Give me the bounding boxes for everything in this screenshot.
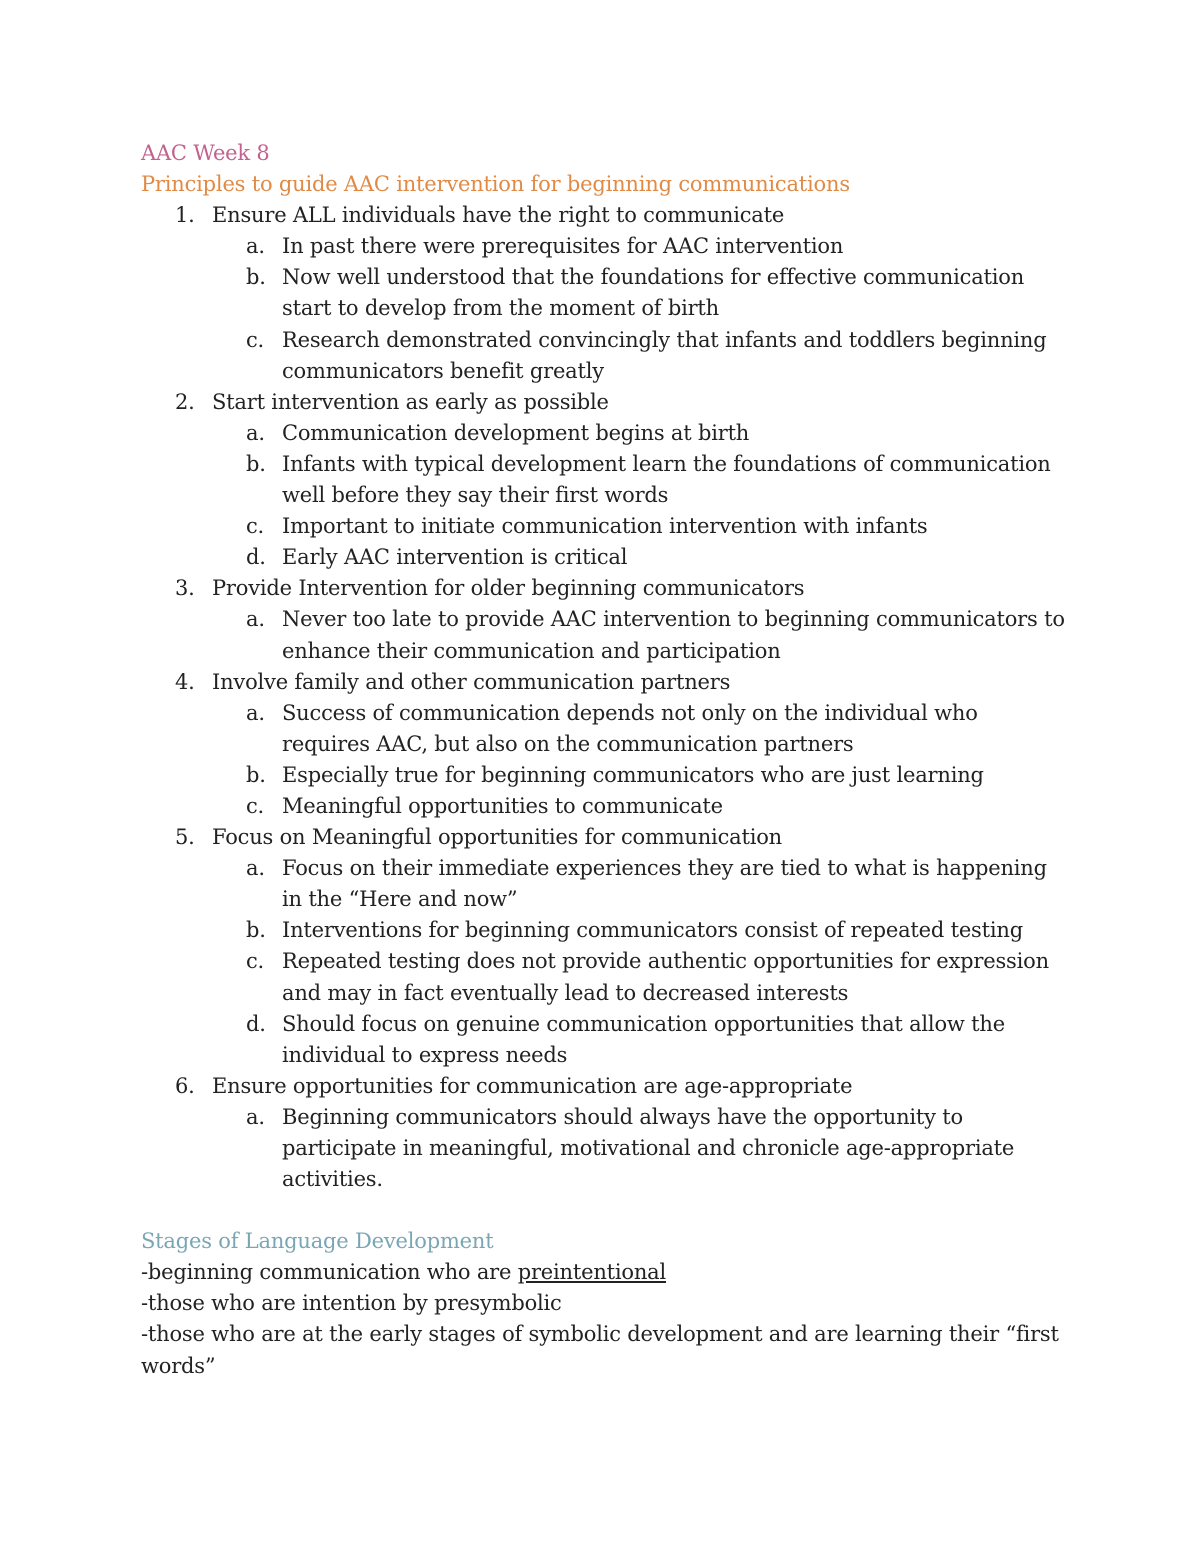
stage-line-1 xyxy=(141,1257,1071,1288)
subpoint-text: Never too late to provide AAC intervention to beginning communicators to enhance their communication and participation xyxy=(282,607,1065,663)
subpoint-letter: c. xyxy=(246,793,265,818)
subpoint-letter: d. xyxy=(246,1011,266,1036)
subpoint-item xyxy=(212,542,1071,573)
principle-item xyxy=(141,573,1071,666)
principle-text: Ensure opportunities for communication are age-appropriate xyxy=(212,1073,853,1098)
principle-number: 1. xyxy=(175,203,195,228)
principle-number: 5. xyxy=(175,825,195,850)
subpoint-item xyxy=(212,604,1071,666)
principle-number: 6. xyxy=(175,1073,195,1098)
preintentional-term: preintentional xyxy=(517,1260,667,1285)
subpoint-letter: b. xyxy=(246,762,266,787)
subpoint-text: In past there were prerequisites for AAC intervention xyxy=(282,234,844,259)
principle-number: 3. xyxy=(175,576,195,601)
subpoint-item xyxy=(212,1009,1071,1071)
subpoint-item xyxy=(212,853,1071,915)
principle-item xyxy=(141,822,1071,1071)
subpoint-item xyxy=(212,946,1071,1008)
subpoint-item xyxy=(212,418,1071,449)
stage-line-3: -those who are at the early stages of symbolic development and are learning their “first words” xyxy=(141,1322,1059,1378)
subpoint-item xyxy=(212,511,1071,542)
document-content xyxy=(141,138,1071,1382)
principle-text: Ensure ALL individuals have the right to communicate xyxy=(212,203,785,228)
subpoint-text: Should focus on genuine communication opportunities that allow the individual to express needs xyxy=(282,1011,1005,1067)
document-title: AAC Week 8 xyxy=(141,141,270,165)
subpoint-letter: d. xyxy=(246,545,266,570)
principle-text: Provide Intervention for older beginning communicators xyxy=(212,576,805,601)
subpoint-letter: a. xyxy=(246,420,265,445)
subpoint-letter: a. xyxy=(246,856,265,881)
subpoint-text: Important to initiate communication intervention with infants xyxy=(282,514,928,539)
subpoint-text: Now well understood that the foundations for effective communication start to develop from the moment of birth xyxy=(282,265,1025,321)
subpoint-item xyxy=(212,449,1071,511)
subpoint-item xyxy=(212,698,1071,760)
subpoint-text: Focus on their immediate experiences they are tied to what is happening in the “Here and now” xyxy=(282,856,1047,912)
subpoint-text: Research demonstrated convincingly that infants and toddlers beginning communicators benefit greatly xyxy=(282,327,1047,383)
subpoint-list xyxy=(212,698,1071,822)
subpoint-letter: a. xyxy=(246,1104,265,1129)
subpoint-item xyxy=(212,760,1071,791)
subpoint-item xyxy=(212,325,1071,387)
subpoint-text: Infants with typical development learn the foundations of communication well before they say their first words xyxy=(282,451,1051,508)
subpoint-letter: b. xyxy=(246,918,266,943)
spacer xyxy=(141,1195,1071,1226)
subpoint-letter: b. xyxy=(246,265,266,290)
subpoint-list xyxy=(212,853,1071,1071)
subpoint-text: Beginning communicators should always have the opportunity to participate in meaningful, motivational and chronicle age-appropriate activities. xyxy=(282,1104,1015,1192)
subpoint-text: Repeated testing does not provide authentic opportunities for expression and may in fact eventually lead to decreased interests xyxy=(282,949,1049,1005)
subpoint-text: Especially true for beginning communicators who are just learning xyxy=(282,762,984,787)
principles-list xyxy=(141,200,1071,1195)
subpoint-letter: a. xyxy=(246,607,265,632)
subpoint-text: Meaningful opportunities to communicate xyxy=(282,793,723,818)
subpoint-text: Communication development begins at birth xyxy=(282,420,750,445)
subpoint-item xyxy=(212,791,1071,822)
principle-item xyxy=(141,387,1071,574)
principle-number: 4. xyxy=(175,669,195,694)
subpoint-text: Interventions for beginning communicators consist of repeated testing xyxy=(282,918,1023,943)
principle-text: Start intervention as early as possible xyxy=(212,389,609,414)
subpoint-list xyxy=(212,231,1071,386)
subpoint-text: Early AAC intervention is critical xyxy=(282,545,628,570)
subpoint-item xyxy=(212,262,1071,324)
subpoint-letter: a. xyxy=(246,234,265,259)
principle-item xyxy=(141,667,1071,822)
principles-heading: Principles to guide AAC intervention for beginning communications xyxy=(141,172,850,197)
subpoint-item xyxy=(212,231,1071,262)
principle-number: 2. xyxy=(175,389,195,414)
subpoint-text: Success of communication depends not only on the individual who requires AAC, but also on the communication partners xyxy=(282,700,978,756)
subpoint-letter: c. xyxy=(246,327,265,352)
subpoint-list xyxy=(212,418,1071,573)
stages-heading: Stages of Language Development xyxy=(141,1229,494,1254)
stage-line-2: -those who are intention by presymbolic xyxy=(141,1291,562,1316)
principle-text: Involve family and other communication partners xyxy=(212,669,731,694)
subpoint-letter: a. xyxy=(246,700,265,725)
subpoint-letter: c. xyxy=(246,949,265,974)
subpoint-item xyxy=(212,915,1071,946)
principle-item xyxy=(141,1071,1071,1195)
subpoint-letter: b. xyxy=(246,451,266,476)
subpoint-list xyxy=(212,1102,1071,1195)
subpoint-letter: c. xyxy=(246,514,265,539)
subpoint-list xyxy=(212,604,1071,666)
principle-text: Focus on Meaningful opportunities for communication xyxy=(212,825,782,850)
stage-line-1-text: -beginning communication who are xyxy=(141,1260,518,1285)
subpoint-item xyxy=(212,1102,1071,1195)
principle-item xyxy=(141,200,1071,387)
